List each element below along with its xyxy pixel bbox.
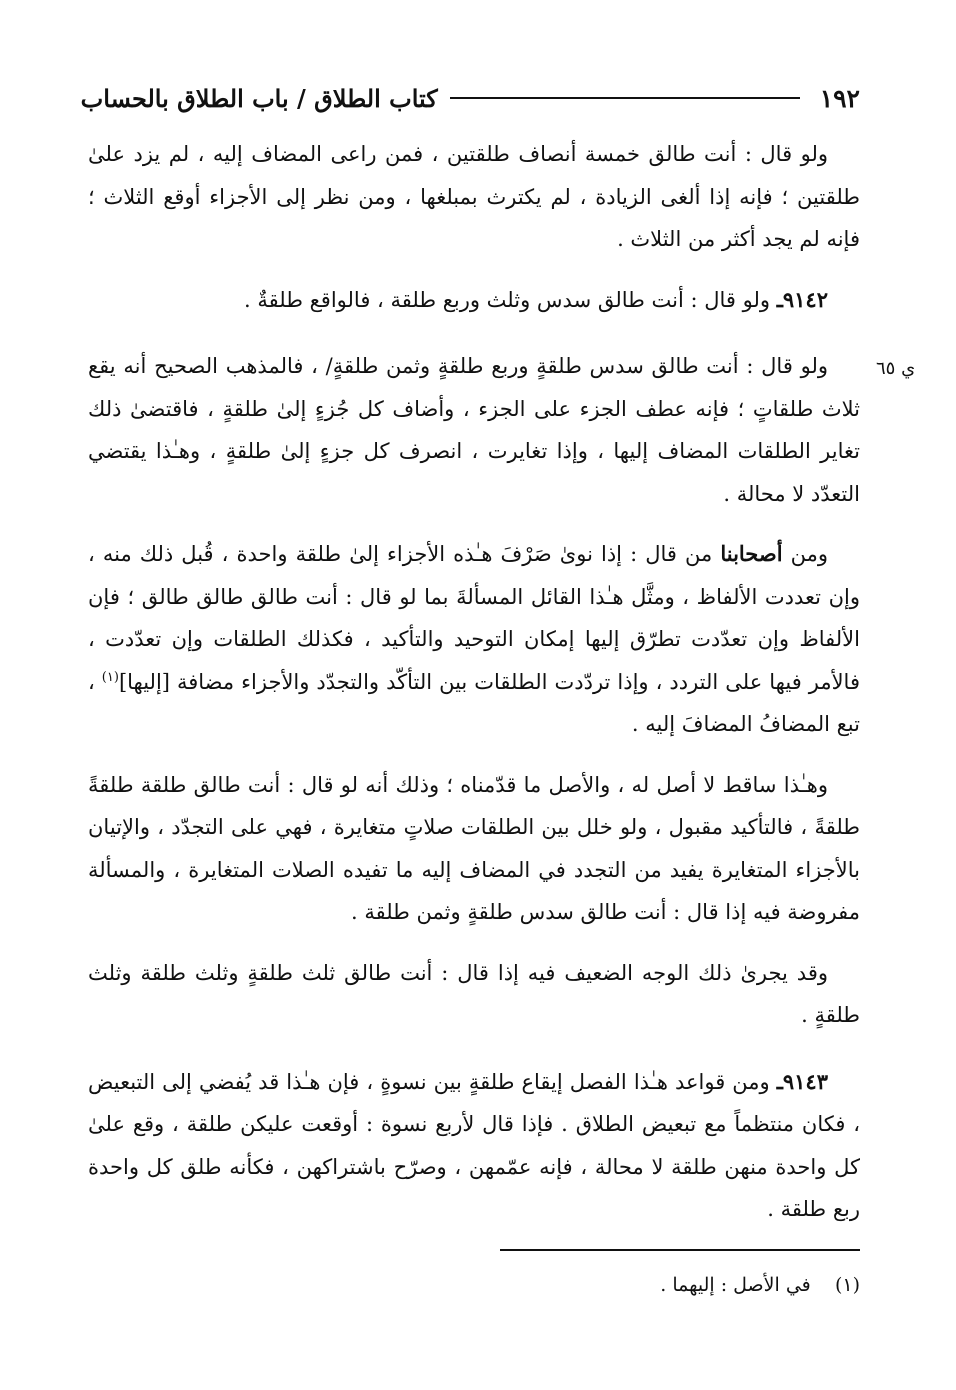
paragraph-9143 bbox=[88, 1061, 860, 1231]
chapter-title: كتاب الطلاق / باب الطلاق بالحساب bbox=[80, 83, 438, 113]
paragraph-5: وهـٰذا ساقط لا أصل له ، والأصل ما قدّمناه ؛ وذلك أنه لو قال : أنت طالق طلقة طلقةً طلقةً ، فالتأكيد مقبول ، ولو خلل بين الطلقات صلاتٍ متغايرة ، فهي على التجدّد ، والإتيان بالأجزاء المتغايرة يفيد من التجدد في المضاف إليه ما تفيده الصلات المتغايرة ، والمسألة مفروضة فيه إذا قال : أنت طالق سدس طلقةٍ وثمن طلقة . bbox=[88, 772, 860, 924]
paragraph-text: ، تبع المضافُ المضافَ إليه . bbox=[88, 669, 860, 736]
paragraph-text: ولو قال : أنت طالق سدس وثلث وربع طلقة ، فالواقع طلقةٌ . bbox=[244, 287, 777, 312]
main-text bbox=[88, 133, 860, 1249]
footnote-separator bbox=[500, 1249, 860, 1251]
paragraph-text: من قال : إذا نوىٰ صَرْفَ هـٰذه الأجزاء إلىٰ طلقة واحدة ، قُبل ذلك منه ، وإن تعددت الألفاظ ، ومثَّل هـٰذا القائل المسألةَ بما لو قال : أنت طالق طالق طالق ؛ فإن الألفاظ وإن تعدّدت تطرّق إليها إمكان التوحيد والتأكيد ، فكذلك الطلقات وإن تعدّدت ، فالأمر فيها على التردد ، وإذا تردّدت الطلقات بين التأكّد والتجدّد والأجزاء مضافة [إليها] bbox=[88, 542, 860, 694]
page-number: ١٩٢ bbox=[819, 83, 860, 113]
paragraph-6: وقد يجرىٰ ذلك الوجه الضعيف فيه إذا قال : أنت طالق ثلث طلقةٍ وثلث طلقة وثلث طلقةٍ . bbox=[88, 960, 860, 1027]
paragraph-text: ومن قواعد هـٰذا الفصل إيقاع طلقةٍ بين نسوةٍ ، فإن هـٰذا قد يُفضي إلى التبعيض ، فكان منتظماً مع تبعيض الطلاق . فإذا قال لأربع نسوة : أوقعت عليكن طلقة ، وقع علىٰ كل واحدة منهن طلقة لا محالة ، فإنه عمّمهن ، وصرّح باشتراكهن ، فكأنه طلق كل واحدة ربع طلقة . bbox=[88, 1069, 860, 1221]
footnote bbox=[300, 1274, 860, 1296]
emphasis-term: أصحابنا bbox=[720, 541, 783, 566]
footnote-ref[interactable]: (١) bbox=[101, 669, 119, 685]
footnote-text: في الأصل : إليهما . bbox=[660, 1274, 811, 1296]
footnote-marker: (١) bbox=[834, 1274, 860, 1296]
paragraph-3: ولو قال : أنت طالق سدس طلقةٍ وربع طلقةٍ وثمن طلقةٍ/ ، فالمذهب الصحيح أنه يقع ثلاث طلقاتٍ ؛ فإنه عطف الجزء على الجزء ، وأضاف كل جُزءٍ إلىٰ طلقةٍ ، فاقتضىٰ ذلك تغاير الطلقات المضاف إليها ، وإذا تغايرت ، انصرف كل جزءٍ إلىٰ طلقةٍ ، وهـٰذا يقتضي التعدّد لا محالة . bbox=[88, 354, 860, 506]
paragraph-1: ولو قال : أنت طالق خمسة أنصاف طلقتين ، فمن راعى المضاف إليه ، لم يزد علىٰ طلقتين ؛ فإنه إذا ألغى الزيادة ، لم يكترث بمبلغها ، ومن نظر إلى الأجزاء أوقع الثلاث ؛ فإنه لم يجد أكثر من الثلاث . bbox=[88, 142, 860, 251]
margin-reference: ي ٦٥ bbox=[876, 358, 916, 379]
header-rule bbox=[450, 97, 800, 99]
paragraph-4 bbox=[88, 533, 860, 746]
paragraph-number: ٩١٤٣ـ bbox=[776, 1068, 828, 1094]
paragraph-number: ٩١٤٢ـ bbox=[776, 286, 828, 312]
running-header bbox=[80, 78, 860, 118]
paragraph-9142 bbox=[88, 279, 860, 322]
paragraph-text: ومن bbox=[782, 542, 828, 566]
